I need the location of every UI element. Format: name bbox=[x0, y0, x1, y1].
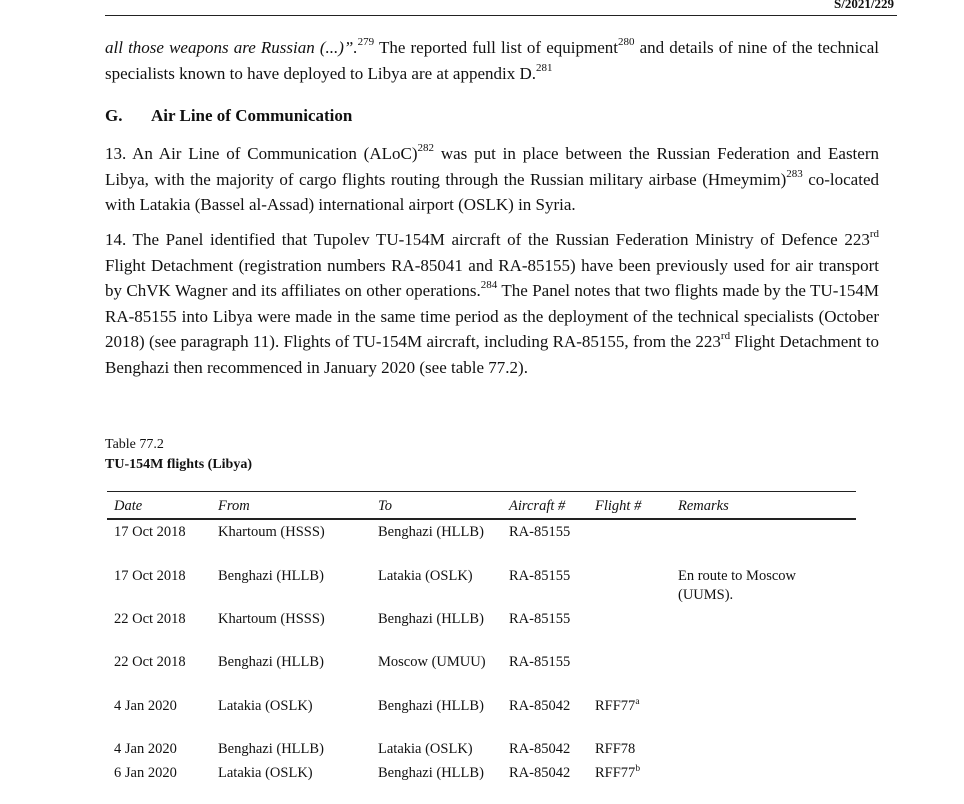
ordinal-suffix: rd bbox=[720, 330, 731, 343]
cell-from: Benghazi (HLLB) bbox=[218, 654, 324, 670]
cell-aircraft: RA-85042 bbox=[509, 741, 571, 757]
cell-date: 17 Oct 2018 bbox=[114, 524, 186, 540]
cell-aircraft: RA-85155 bbox=[509, 524, 571, 540]
cell-date: 17 Oct 2018 bbox=[114, 568, 186, 584]
table-caption bbox=[105, 435, 252, 475]
cell-date: 4 Jan 2020 bbox=[114, 741, 177, 757]
table-note-ref[interactable]: b bbox=[635, 764, 641, 775]
footnote-ref[interactable]: 281 bbox=[536, 61, 553, 74]
table-row bbox=[107, 567, 856, 610]
cell-aircraft: RA-85155 bbox=[509, 568, 571, 584]
paragraph-text: 14. The Panel identified that Tupolev TU-154M aircraft of the Russian Federation Ministry of Defence 223 bbox=[105, 230, 870, 249]
paragraph-text: 13. An Air Line of Communication (ALoC) bbox=[105, 144, 418, 163]
cell-aircraft: RA-85155 bbox=[509, 611, 571, 627]
cell-date: 6 Jan 2020 bbox=[114, 765, 177, 781]
cell-to: Benghazi (HLLB) bbox=[378, 698, 484, 714]
footnote-ref[interactable]: 280 bbox=[617, 36, 635, 49]
ordinal-suffix: rd bbox=[869, 228, 879, 241]
paragraph-text: Flight Detachment (registration numbers RA-85041 and RA-85155) have been previously used for air transport by ChVK Wagner and its affiliates on other operations. bbox=[105, 255, 879, 300]
cell-aircraft: RA-85155 bbox=[509, 654, 571, 670]
cell-to: Benghazi (HLLB) bbox=[378, 765, 484, 781]
cell-date: 22 Oct 2018 bbox=[114, 654, 186, 670]
table-header-row bbox=[107, 492, 856, 518]
header-rule bbox=[105, 15, 897, 16]
cell-to: Benghazi (HLLB) bbox=[378, 524, 484, 540]
cell-date: 4 Jan 2020 bbox=[114, 698, 177, 714]
table-title: TU-154M flights (Libya) bbox=[105, 457, 252, 472]
document-symbol: S/2021/229 bbox=[834, 0, 894, 11]
paragraph-text: Flight Detachment to Benghazi then recommenced in January 2020 (see table 77.2). bbox=[105, 332, 880, 377]
cell-to: Benghazi (HLLB) bbox=[378, 611, 484, 627]
paragraph-text: was put in place between the Russian Federation and Eastern Libya, with the majority of cargo flights routing through the Russian military airbase (Hmeymim) bbox=[105, 144, 879, 189]
table-row bbox=[107, 697, 856, 740]
cell-flight: RFF77$^b$ bbox=[595, 764, 641, 781]
table-row bbox=[107, 523, 856, 567]
cell-flight: RFF78 bbox=[595, 741, 636, 757]
quote-text: all those weapons are Russian (...)”. bbox=[105, 38, 358, 57]
paragraph-text: and details of nine of the technical specialists known to have deployed to Libya are at appendix D. bbox=[105, 38, 879, 83]
table-header-rule bbox=[107, 518, 856, 520]
header-date: Date bbox=[114, 498, 143, 514]
cell-date: 22 Oct 2018 bbox=[114, 611, 186, 627]
paragraph-text: The reported full list of equipment bbox=[374, 38, 618, 57]
footnote-ref[interactable]: 284 bbox=[480, 279, 498, 292]
header-to: To bbox=[378, 498, 392, 514]
cell-from: Latakia (OSLK) bbox=[218, 765, 313, 781]
cell-from: Benghazi (HLLB) bbox=[218, 568, 324, 584]
paragraph-14 bbox=[105, 227, 879, 380]
header-from: From bbox=[218, 498, 250, 514]
cell-from: Khartoum (HSSS) bbox=[218, 524, 325, 540]
section-title: Air Line of Communication bbox=[151, 106, 353, 125]
cell-from: Benghazi (HLLB) bbox=[218, 741, 324, 757]
footnote-ref[interactable]: 283 bbox=[786, 167, 803, 180]
section-letter: G. bbox=[105, 106, 123, 125]
cell-aircraft: RA-85042 bbox=[509, 765, 571, 781]
cell-to: Latakia (OSLK) bbox=[378, 741, 473, 757]
table-row bbox=[107, 653, 856, 697]
cell-to: Moscow (UMUU) bbox=[378, 654, 486, 670]
cell-aircraft: RA-85042 bbox=[509, 698, 571, 714]
header-aircraft: Aircraft # bbox=[509, 498, 566, 514]
table-row bbox=[107, 610, 856, 653]
cell-from: Khartoum (HSSS) bbox=[218, 611, 325, 627]
cell-from: Latakia (OSLK) bbox=[218, 698, 313, 714]
footnote-ref[interactable]: 282 bbox=[417, 142, 434, 155]
paragraph-text: The Panel notes that two flights made by the TU-154M RA-85155 into Libya were made in the same time period as the deployment of the technical specialists (October 2018) (see paragraph 11). Flights of TU-154M aircraft, including RA-85155, from the 223 bbox=[105, 281, 879, 351]
table-row bbox=[107, 740, 856, 764]
header-remarks: Remarks bbox=[678, 498, 729, 514]
paragraph-13 bbox=[105, 141, 879, 218]
cell-flight: RFF77$^a$ bbox=[595, 697, 640, 714]
section-heading bbox=[105, 106, 352, 126]
cell-remarks: En route to Moscow (UUMS). bbox=[678, 568, 796, 603]
header-flight: Flight # bbox=[595, 498, 642, 514]
paragraph-continuation bbox=[105, 35, 879, 86]
paragraph-text: co-located with Latakia (Bassel al-Assad) international airport (OSLK) in Syria. bbox=[105, 169, 879, 214]
table-note-ref[interactable]: a bbox=[635, 697, 640, 708]
table-label: Table 77.2 bbox=[105, 437, 164, 452]
footnote-ref[interactable]: 279 bbox=[357, 36, 375, 49]
cell-to: Latakia (OSLK) bbox=[378, 568, 473, 584]
table-row bbox=[107, 764, 856, 804]
flights-table bbox=[107, 491, 856, 781]
